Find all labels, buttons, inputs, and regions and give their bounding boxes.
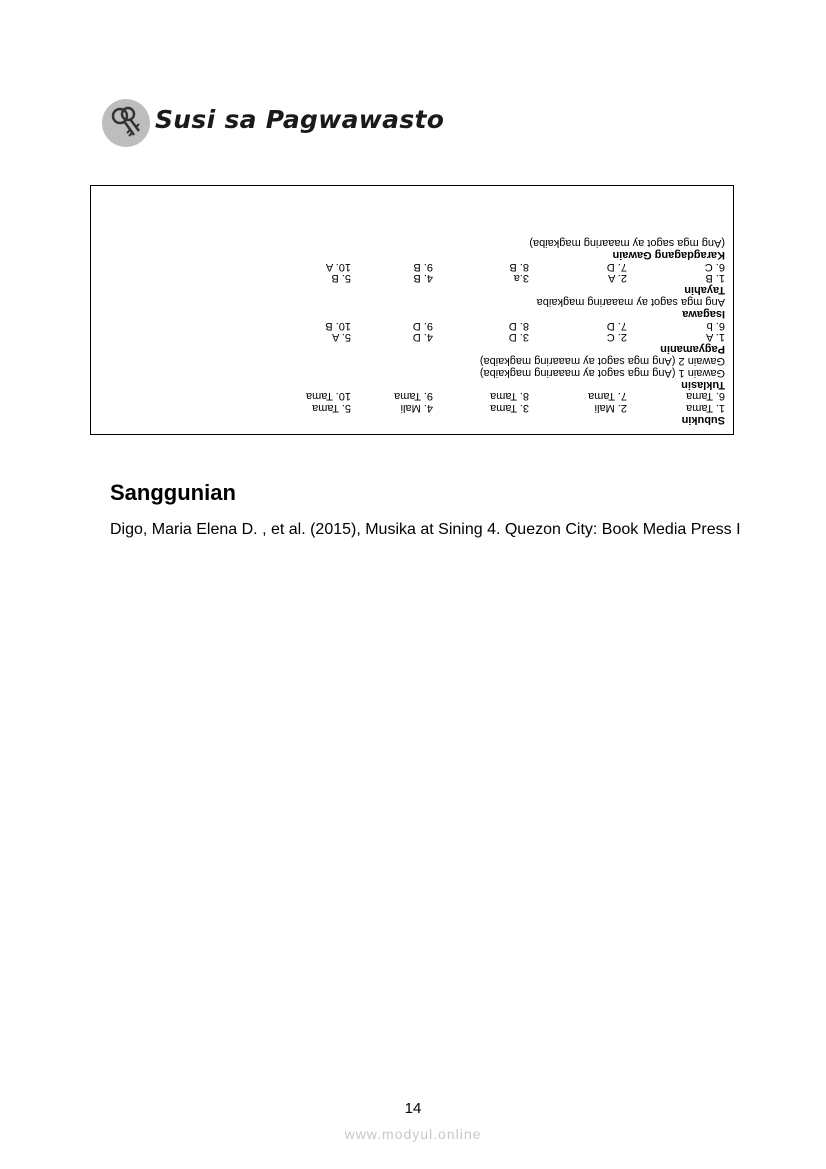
- answer-key-row: [479, 354, 725, 368]
- answer-key-box: [90, 185, 734, 435]
- answer-key-cell: Gawain 2 (Ang mga sagot ay maaaring magkaiba): [479, 355, 725, 368]
- answer-key-cell: 7. Tama: [588, 390, 627, 403]
- answer-key-cell: 1. B: [705, 272, 725, 285]
- answer-key-content: [305, 236, 733, 434]
- answer-key-cell: 5. A: [332, 331, 351, 344]
- answer-key-cell: 3. D: [508, 331, 529, 344]
- answer-key-cell: 4. Mali: [400, 402, 433, 415]
- answer-key-cell: 9. B: [413, 260, 433, 273]
- answer-key-cell: 4. D: [412, 331, 433, 344]
- answer-key-row: [325, 319, 725, 332]
- answer-key-cell: 8. B: [509, 260, 529, 273]
- answer-key-cell: 3.a: [513, 272, 529, 285]
- references-heading: Sanggunian: [110, 480, 236, 505]
- answer-key-section-title: Isagawa: [682, 307, 725, 320]
- answer-key-cell: 1. Tama: [686, 402, 725, 415]
- answer-key-upside-down: [91, 186, 733, 434]
- answer-key-section-title: Tayahin: [684, 284, 725, 297]
- answer-key-cell: 4. B: [413, 272, 433, 285]
- watermark: www.modyul.online: [344, 1126, 482, 1142]
- answer-key-row: [312, 401, 725, 415]
- answer-key-cell: 8. Tama: [490, 390, 529, 403]
- reference-entry: Digo, Maria Elena D. , et al. (2015), Musika at Sining 4. Quezon City: Book Media Press I: [110, 521, 741, 538]
- answer-key-cell: 5. Tama: [312, 402, 351, 415]
- answer-key-section-title: Tuklasin: [681, 378, 725, 391]
- answer-key-row: [325, 260, 725, 273]
- answer-key-cell: 2. Mali: [594, 402, 627, 415]
- keys-icon: [102, 99, 150, 147]
- answer-key-cell: (Ang mga sagot ay maaaring magkaiba): [529, 237, 725, 250]
- answer-key-cell: 8. D: [508, 319, 529, 332]
- answer-key-cell: 6. C: [704, 260, 725, 273]
- answer-key-row: [332, 331, 725, 344]
- answer-key-row: [536, 295, 725, 309]
- answer-key-cell: 5. B: [331, 272, 351, 285]
- answer-key-row: [529, 236, 725, 250]
- answer-key-section-title: Karagdagang Gawain: [612, 248, 725, 261]
- answer-key-row: [305, 390, 725, 403]
- answer-key-cell: 9. Tama: [394, 390, 433, 403]
- answer-key-cell: Gawain 1 (Ang mga sagot ay maaaring magkaiba): [479, 366, 725, 379]
- answer-key-cell: 10. A: [325, 260, 351, 273]
- page-number: 14: [404, 1100, 422, 1117]
- answer-key-cell: 9. D: [412, 319, 433, 332]
- answer-key-cell: Ang mga sagot ay maaaring magkaiba: [536, 296, 725, 309]
- answer-key-cell: 6. b: [706, 319, 725, 332]
- answer-key-section-title: Pagyamanin: [660, 343, 725, 356]
- answer-key-cell: 1. A: [706, 331, 725, 344]
- answer-key-row: [479, 366, 725, 379]
- answer-key-section-title: Subukin: [681, 414, 725, 426]
- answer-key-cell: 6. Tama: [686, 390, 725, 403]
- answer-key-cell: 10. Tama: [305, 390, 351, 403]
- answer-key-cell: 7. D: [606, 319, 627, 332]
- answer-key-cell: 7. D: [606, 260, 627, 273]
- answer-key-cell: 2. A: [608, 272, 627, 285]
- answer-key-cell: 10. B: [325, 319, 351, 332]
- page-title: Susi sa Pagwawasto: [155, 105, 445, 134]
- answer-key-cell: 2. C: [606, 331, 627, 344]
- answer-key-cell: 3. Tama: [490, 402, 529, 415]
- answer-key-row: [331, 272, 725, 285]
